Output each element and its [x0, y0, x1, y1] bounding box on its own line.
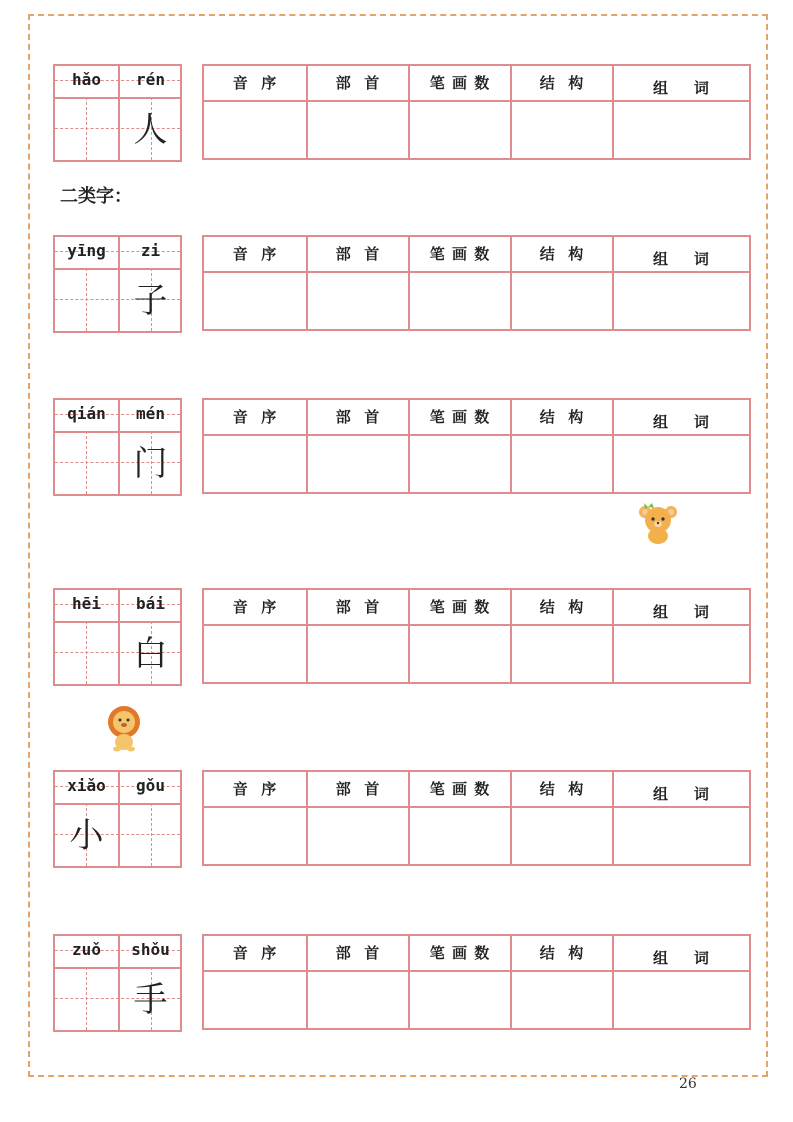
- info-table: [202, 398, 751, 494]
- hanzi-right: 门: [133, 444, 168, 484]
- column-label: 结 构: [539, 245, 585, 263]
- hanzi-left: 小: [69, 816, 104, 856]
- column-label: 笔 画 数: [429, 245, 491, 263]
- answer-cell[interactable]: [204, 102, 306, 158]
- answer-cell[interactable]: [204, 626, 306, 682]
- practice-row: [53, 398, 751, 496]
- answer-cell[interactable]: [410, 808, 510, 864]
- pinyin-right: gǒu: [136, 776, 165, 795]
- column-label: 音 序: [232, 245, 278, 263]
- answer-cell[interactable]: [614, 273, 749, 329]
- answer-cell[interactable]: [204, 273, 306, 329]
- answer-cell[interactable]: [614, 972, 749, 1028]
- info-column: [510, 400, 612, 492]
- answer-cell[interactable]: [204, 808, 306, 864]
- column-label: 结 构: [539, 780, 585, 798]
- answer-cell[interactable]: [308, 626, 408, 682]
- answer-cell[interactable]: [410, 436, 510, 492]
- tianzige-box: [53, 235, 182, 333]
- column-label: 音 序: [232, 408, 278, 426]
- practice-row: [53, 64, 751, 162]
- answer-cell[interactable]: [204, 436, 306, 492]
- answer-cell[interactable]: [410, 102, 510, 158]
- answer-cell[interactable]: [614, 102, 749, 158]
- info-column: [408, 237, 510, 329]
- pinyin-left: hēi: [72, 594, 101, 613]
- info-table: [202, 588, 751, 684]
- column-label: 组 词: [653, 603, 710, 621]
- answer-cell[interactable]: [308, 808, 408, 864]
- answer-cell[interactable]: [512, 808, 612, 864]
- answer-cell[interactable]: [512, 273, 612, 329]
- column-label: 音 序: [232, 944, 278, 962]
- answer-cell[interactable]: [204, 972, 306, 1028]
- tianzige-box: [53, 770, 182, 868]
- info-column: [306, 400, 408, 492]
- column-label: 组 词: [653, 785, 710, 803]
- info-column: [306, 772, 408, 864]
- column-label: 音 序: [232, 780, 278, 798]
- practice-row: [53, 934, 751, 1032]
- section-title: 二类字：: [60, 186, 132, 207]
- hanzi-right: 子: [133, 281, 168, 321]
- info-column: [204, 66, 306, 158]
- info-table: [202, 235, 751, 331]
- column-label: 笔 画 数: [429, 408, 491, 426]
- column-label: 组 词: [653, 949, 710, 967]
- info-column: [204, 936, 306, 1028]
- column-label: 组 词: [653, 250, 710, 268]
- pinyin-right: mén: [136, 404, 165, 423]
- column-label: 笔 画 数: [429, 944, 491, 962]
- answer-cell[interactable]: [410, 972, 510, 1028]
- info-column: [612, 590, 749, 682]
- answer-cell[interactable]: [614, 436, 749, 492]
- page-number: 26: [679, 1076, 697, 1092]
- practice-row: [53, 588, 751, 686]
- column-label: 部 首: [335, 408, 381, 426]
- grid-line: [86, 967, 87, 1030]
- hanzi-right: 白: [133, 634, 168, 674]
- pinyin-right: shǒu: [131, 940, 170, 959]
- info-table: [202, 934, 751, 1030]
- info-column: [204, 590, 306, 682]
- info-column: [204, 772, 306, 864]
- lion-sticker-icon: [104, 704, 144, 752]
- answer-cell[interactable]: [308, 273, 408, 329]
- answer-cell[interactable]: [512, 972, 612, 1028]
- info-column: [306, 237, 408, 329]
- answer-cell[interactable]: [308, 102, 408, 158]
- column-label: 组 词: [653, 413, 710, 431]
- pinyin-right: bái: [136, 594, 165, 613]
- grid-line: [86, 97, 87, 160]
- tianzige-box: [53, 588, 182, 686]
- column-label: 部 首: [335, 780, 381, 798]
- column-label: 部 首: [335, 598, 381, 616]
- answer-cell[interactable]: [512, 102, 612, 158]
- grid-line: [86, 621, 87, 684]
- answer-cell[interactable]: [308, 972, 408, 1028]
- hanzi-right: 手: [133, 980, 168, 1020]
- pinyin-right: rén: [136, 70, 165, 89]
- info-table: [202, 770, 751, 866]
- practice-row: [53, 770, 751, 868]
- answer-cell[interactable]: [410, 626, 510, 682]
- info-column: [408, 400, 510, 492]
- pinyin-left: zuǒ: [72, 940, 101, 959]
- info-column: [408, 66, 510, 158]
- column-label: 组 词: [653, 79, 710, 97]
- info-column: [306, 66, 408, 158]
- tianzige-box: [53, 934, 182, 1032]
- info-table: [202, 64, 751, 160]
- hanzi-right: 人: [133, 110, 168, 150]
- column-label: 音 序: [232, 74, 278, 92]
- pinyin-left: hǎo: [72, 70, 101, 89]
- tianzige-box: [53, 64, 182, 162]
- info-column: [612, 400, 749, 492]
- column-label: 笔 画 数: [429, 74, 491, 92]
- bear-sticker-icon: [636, 502, 680, 546]
- pinyin-left: qián: [67, 404, 106, 423]
- info-column: [612, 772, 749, 864]
- pinyin-left: yīng: [67, 241, 106, 260]
- column-label: 结 构: [539, 408, 585, 426]
- info-column: [510, 936, 612, 1028]
- column-label: 结 构: [539, 598, 585, 616]
- info-column: [612, 237, 749, 329]
- answer-cell[interactable]: [308, 436, 408, 492]
- practice-row: [53, 235, 751, 333]
- pinyin-left: xiǎo: [67, 776, 106, 795]
- info-column: [408, 936, 510, 1028]
- info-column: [510, 772, 612, 864]
- column-label: 部 首: [335, 74, 381, 92]
- column-label: 结 构: [539, 944, 585, 962]
- grid-line: [86, 431, 87, 494]
- info-column: [306, 936, 408, 1028]
- column-label: 笔 画 数: [429, 598, 491, 616]
- info-column: [204, 237, 306, 329]
- info-column: [510, 66, 612, 158]
- info-column: [510, 590, 612, 682]
- column-label: 音 序: [232, 598, 278, 616]
- grid-line: [151, 803, 152, 866]
- column-label: 笔 画 数: [429, 780, 491, 798]
- column-label: 部 首: [335, 944, 381, 962]
- grid-line: [86, 268, 87, 331]
- column-label: 部 首: [335, 245, 381, 263]
- answer-cell[interactable]: [614, 808, 749, 864]
- info-column: [408, 772, 510, 864]
- tianzige-box: [53, 398, 182, 496]
- info-column: [612, 936, 749, 1028]
- column-label: 结 构: [539, 74, 585, 92]
- answer-cell[interactable]: [614, 626, 749, 682]
- info-column: [204, 400, 306, 492]
- info-column: [408, 590, 510, 682]
- answer-cell[interactable]: [410, 273, 510, 329]
- info-column: [306, 590, 408, 682]
- pinyin-right: zi: [140, 241, 161, 260]
- answer-cell[interactable]: [512, 626, 612, 682]
- info-column: [510, 237, 612, 329]
- answer-cell[interactable]: [512, 436, 612, 492]
- info-column: [612, 66, 749, 158]
